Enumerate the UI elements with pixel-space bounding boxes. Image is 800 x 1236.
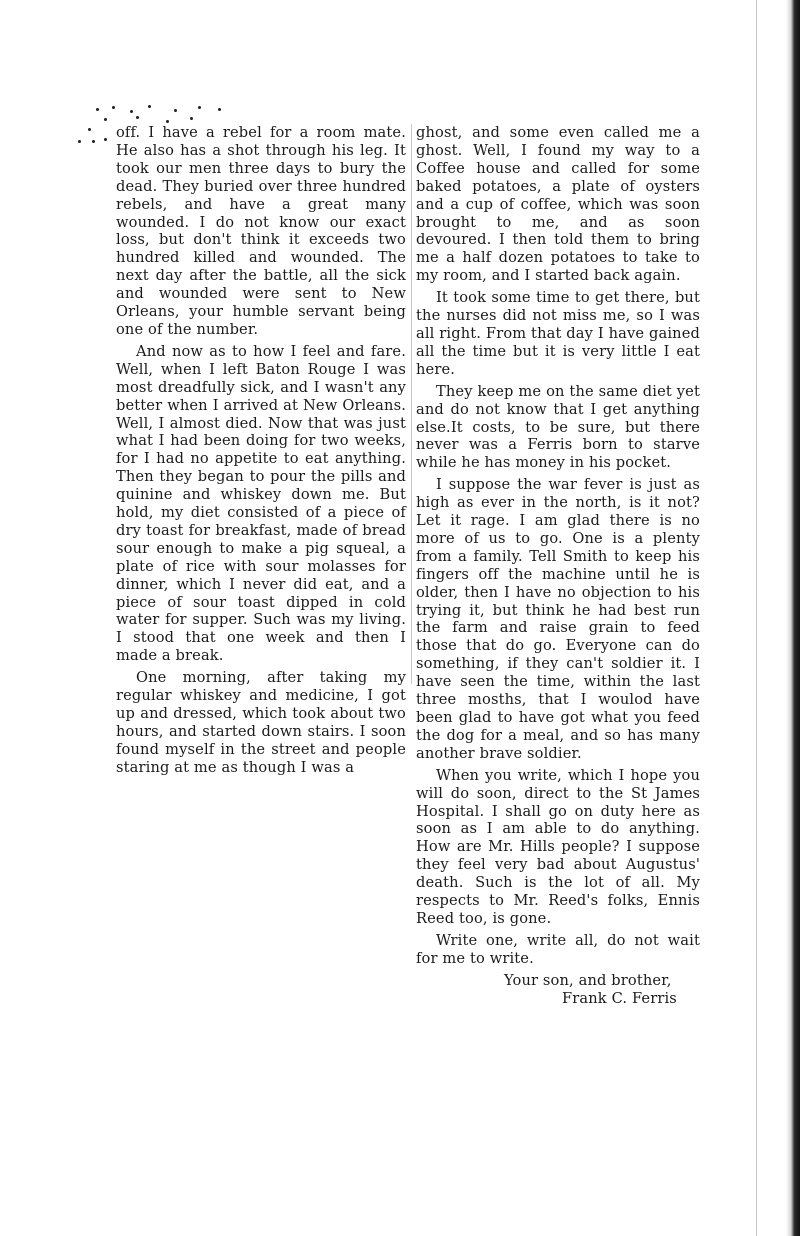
- letter-closing: Your son, and brother,: [504, 971, 672, 989]
- letter-paragraph: It took some time to get there, but the nurses did not miss me, so I was all right. From that day I have gained all the time but it is very little I eat here.: [416, 289, 700, 378]
- scan-edge-line: [756, 0, 757, 1236]
- letter-paragraph: ghost, and some even called me a ghost. Well, I found my way to a Coffee house and called for some baked potatoes, a plate of oysters and a cup of coffee, which was soon brought to me, and as soon devoured. I then told them to bring me a half dozen potatoes to take to my room, and I started back again.: [416, 124, 700, 285]
- letter-paragraph: They keep me on the same diet yet and do not know that I get anything else.It costs, to be sure, but there never was a Ferris born to starve while he has money in his pocket.: [416, 382, 700, 472]
- letter-paragraph: One morning, after taking my regular whiskey and medicine, I got up and dressed, which took about two hours, and started down stairs. I soon found myself in the street and people staring at me as though I was a: [116, 669, 406, 776]
- letter-paragraph: Write one, write all, do not wait for me to write.: [416, 931, 700, 967]
- scanned-page-edge: [786, 0, 800, 1236]
- letter-left-column: [116, 124, 406, 781]
- letter-paragraph: And now as to how I feel and fare. Well, when I left Baton Rouge I was most dreadfully sick, and I wasn't any better when I arrived at New Orleans. Well, I almost died. Now that was just what I had been doing for two weeks, for I had no appetite to eat anything. Then they began to pour the pills and quinine and whiskey down me. But hold, my diet consisted of a piece of dry toast for breakfast, made of bread sour enough to make a pig squeal, a plate of rice with sour molasses for dinner, which I never did eat, and a piece of sour toast dipped in cold water for supper. Such was my living. I stood that one week and then I made a break.: [116, 342, 406, 665]
- letter-paragraph: I suppose the war fever is just as high as ever in the north, is it not? Let it rage. I am glad there is no more of us to go. One is a plenty from a family. Tell Smith to keep his fingers off the machine until he is older, then I have no objection to his trying it, but think he had best run the farm and raise grain to feed those that do go. Everyone can do something, if they can't soldier it. I have seen the time, within the last three mosths, that I woulod have been glad to have got what you feed the dog for a meal, and so has many another brave soldier.: [416, 476, 700, 762]
- letter-paragraph: off. I have a rebel for a room mate. He also has a shot through his leg. It took our men three days to bury the dead. They buried over three hundred rebels, and have a great many wounded. I do not know our exact loss, but don't think it exceeds two hundred killed and wounded. The next day after the battle, all the sick and wounded were sent to New Orleans, your humble servant being one of the number.: [116, 124, 406, 338]
- letter-right-column: [416, 124, 700, 1008]
- letter-signature: Frank C. Ferris: [562, 989, 677, 1007]
- letter-paragraph: When you write, which I hope you will do soon, direct to the St James Hospital. I shall go on duty here as soon as I am able to do anything. How are Mr. Hills people? I suppose they feel very bad about Augustus' death. Such is the lot of all. My respects to Mr. Reed's folks, Ennis Reed too, is gone.: [416, 766, 700, 927]
- column-divider: [411, 124, 412, 684]
- letter-closing-block: [416, 972, 700, 1008]
